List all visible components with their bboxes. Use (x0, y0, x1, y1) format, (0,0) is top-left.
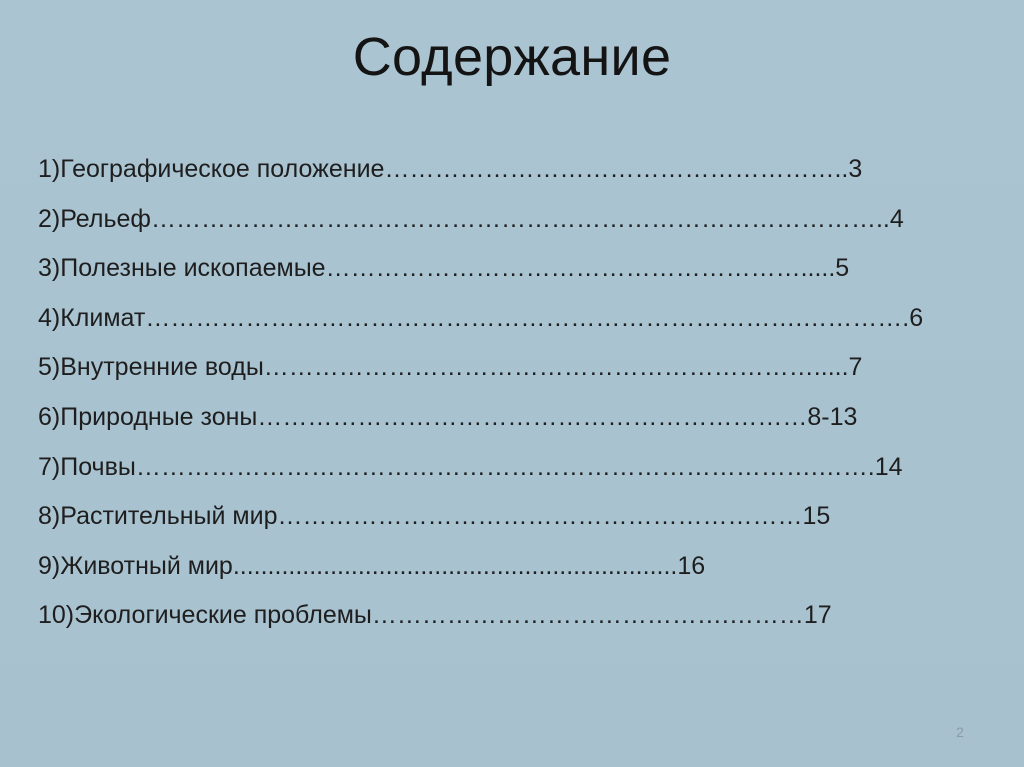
toc-item: 9)Животный мир................................................................16 (38, 551, 706, 580)
toc-item: 8)Растительный мир………………………………………………………15 (38, 502, 831, 531)
slide-title: Содержание (352, 27, 672, 87)
toc-item: 7)Почвы……………………………………………………………………….…….14 (38, 452, 903, 481)
toc-item: 2)Рельеф……………………………………………………………………………..4 (38, 204, 904, 233)
toc-item: 1)Географическое положение………………………………………………..3 (38, 155, 863, 183)
table-of-contents (38, 145, 923, 641)
toc-item: 6)Природные зоны…………………………………………………………8-13 (38, 402, 858, 431)
slide-page-number: 2 (956, 724, 964, 740)
toc-item: 10)Экологические проблемы…………………………………….………17 (38, 601, 832, 630)
toc-item: 4)Климат…………………………………………………………………….………….6 (38, 303, 924, 332)
toc-item: 3)Полезные ископаемые………………………………………………….....5 (38, 254, 850, 283)
toc-item: 5)Внутренние воды………………………………………………………….....7 (38, 353, 863, 382)
